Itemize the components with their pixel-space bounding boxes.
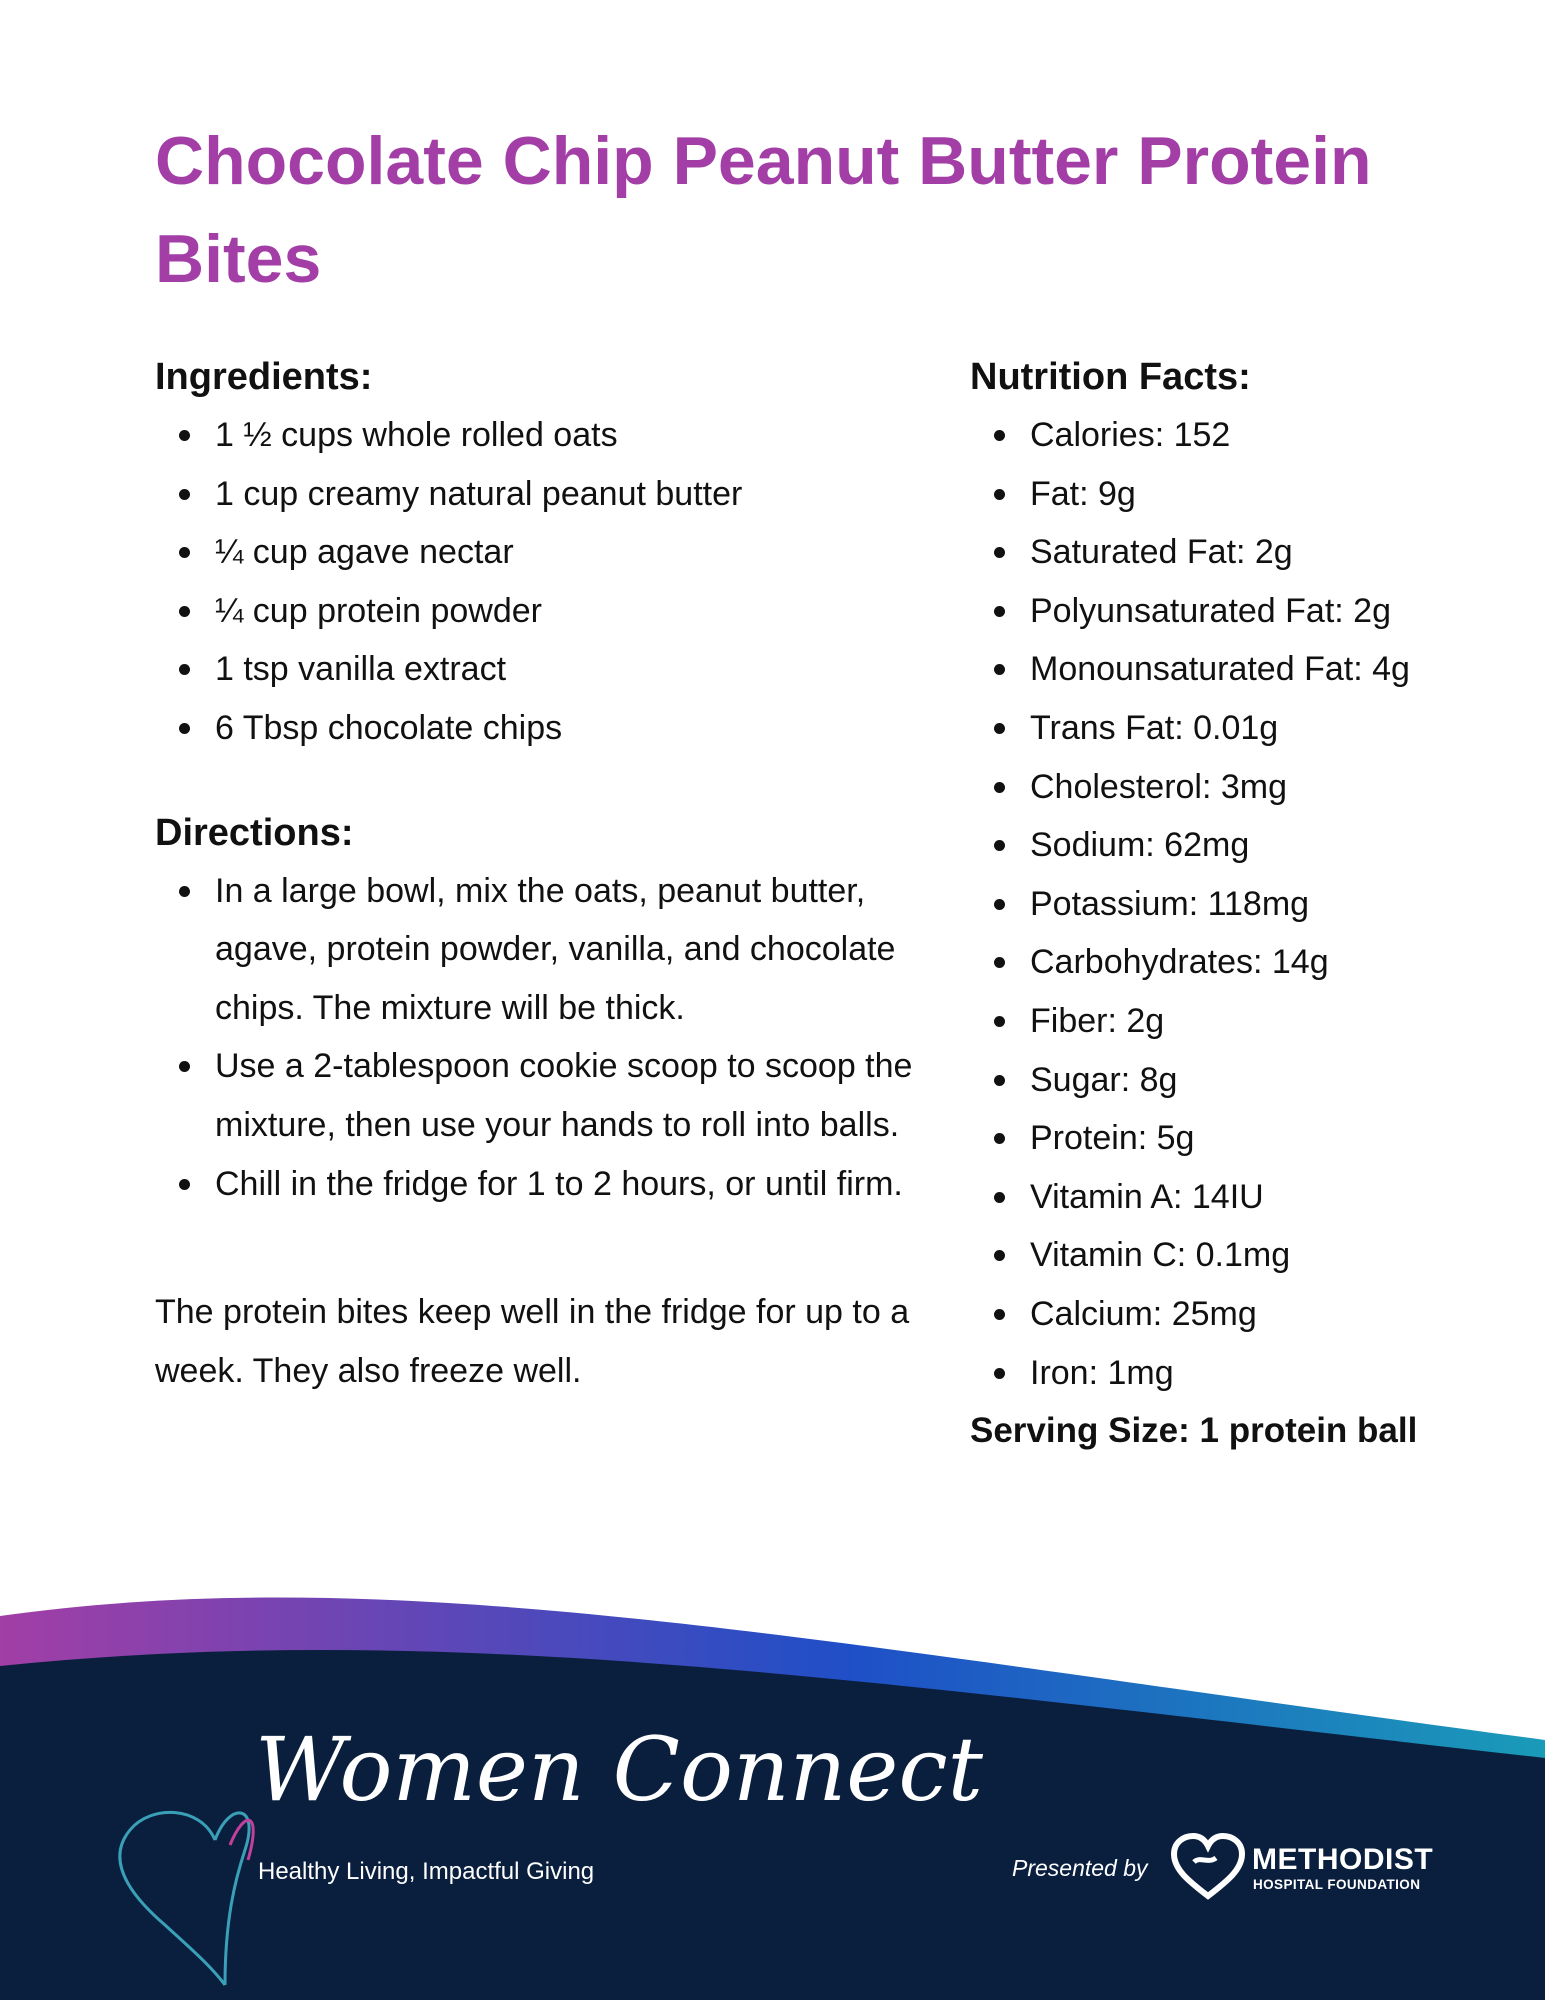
list-item: Sugar: 8g — [970, 1051, 1530, 1110]
list-item: Monounsaturated Fat: 4g — [970, 640, 1530, 699]
list-item: Saturated Fat: 2g — [970, 523, 1530, 582]
list-item: Potassium: 118mg — [970, 875, 1530, 934]
list-item: Trans Fat: 0.01g — [970, 699, 1530, 758]
list-item: Use a 2-tablespoon cookie scoop to scoop the mixture, then use your hands to roll into balls. — [155, 1037, 935, 1154]
footer-background — [0, 1650, 1545, 2000]
list-item: Vitamin C: 0.1mg — [970, 1226, 1530, 1285]
list-item: Fiber: 2g — [970, 992, 1530, 1051]
list-item: 1 ½ cups whole rolled oats — [155, 406, 935, 465]
list-item: Carbohydrates: 14g — [970, 933, 1530, 992]
list-item: ¼ cup agave nectar — [155, 523, 935, 582]
presented-by-label: Presented by — [1012, 1855, 1148, 1881]
left-column — [155, 348, 935, 1400]
list-item: 1 cup creamy natural peanut butter — [155, 465, 935, 524]
list-item: Cholesterol: 3mg — [970, 758, 1530, 817]
methodist-heart-icon — [1170, 1832, 1246, 1902]
storage-note: The protein bites keep well in the fridge for up to a week. They also freeze well. — [155, 1293, 910, 1390]
page-title: Chocolate Chip Peanut Butter Protein Bites — [155, 123, 1372, 297]
ingredients-heading: Ingredients: — [155, 356, 373, 398]
brand-name: Women Connect — [255, 1718, 984, 1821]
list-item: Polyunsaturated Fat: 2g — [970, 582, 1530, 641]
list-item: Calcium: 25mg — [970, 1285, 1530, 1344]
nutrition-list — [970, 406, 1530, 1402]
brand-tagline: Healthy Living, Impactful Giving — [258, 1858, 595, 1885]
list-item: Vitamin A: 14IU — [970, 1168, 1530, 1227]
serving-size: Serving Size: 1 protein ball — [970, 1411, 1418, 1451]
list-item: ¼ cup protein powder — [155, 582, 935, 641]
list-item: In a large bowl, mix the oats, peanut butter, agave, protein powder, vanilla, and chocolate chips. The mixture will be thick. — [155, 862, 935, 1038]
directions-heading: Directions: — [155, 811, 354, 854]
list-item: Sodium: 62mg — [970, 816, 1530, 875]
list-item: Fat: 9g — [970, 465, 1530, 524]
logo-name: METHODIST — [1252, 1843, 1434, 1876]
list-item: 6 Tbsp chocolate chips — [155, 699, 935, 758]
list-item: Calories: 152 — [970, 406, 1530, 465]
list-item: 1 tsp vanilla extract — [155, 640, 935, 699]
directions-list — [155, 862, 935, 1214]
ingredients-list — [155, 406, 935, 758]
right-column — [970, 348, 1530, 1461]
logo-subtitle: HOSPITAL FOUNDATION — [1253, 1877, 1421, 1892]
list-item: Iron: 1mg — [970, 1344, 1530, 1403]
list-item: Protein: 5g — [970, 1109, 1530, 1168]
nutrition-heading: Nutrition Facts: — [970, 356, 1251, 398]
list-item: Chill in the fridge for 1 to 2 hours, or until firm. — [155, 1155, 935, 1214]
